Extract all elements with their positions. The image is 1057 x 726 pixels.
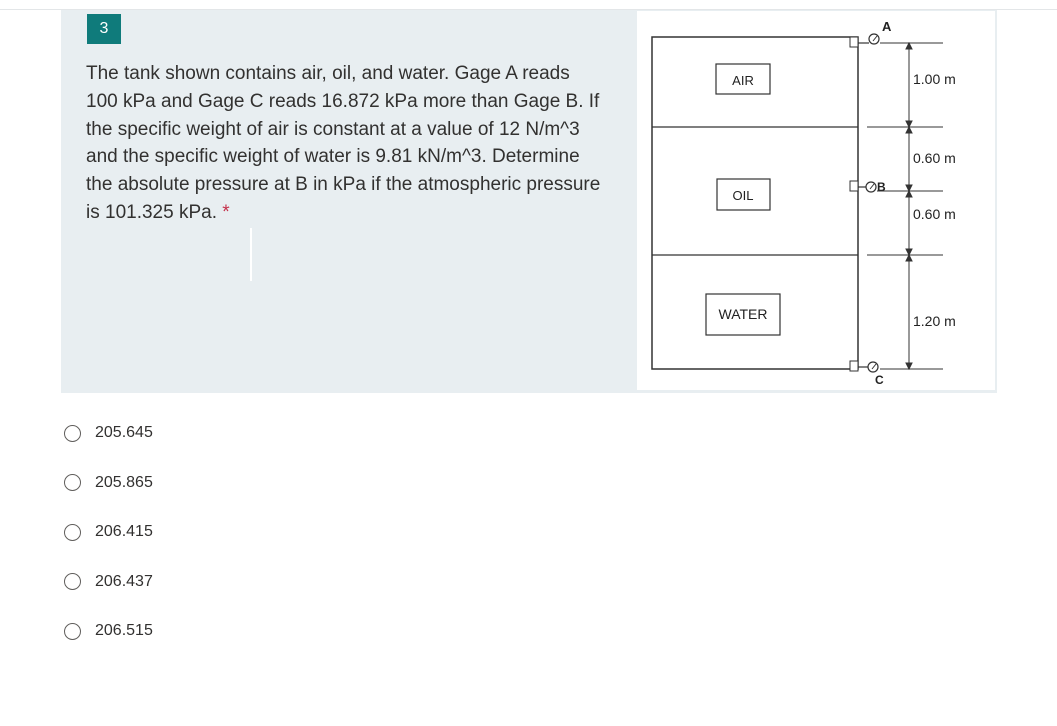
oil-label: OIL bbox=[732, 188, 754, 203]
question-body: The tank shown contains air, oil, and water. Gage A reads 100 kPa and Gage C reads 16.872 kPa more than Gage B. If the specific weight of air is constant at a value of 12 N/m^3 and the specific weight of water is 9.81 kN/m^3. Determine the absolute pressure at B in kPa if the atmospheric pressure is 101.325 kPa. bbox=[86, 63, 601, 223]
gage-a-icon bbox=[850, 34, 879, 47]
option-4-label[interactable]: 206.437 bbox=[95, 572, 153, 590]
option-3[interactable] bbox=[64, 519, 153, 545]
option-2-label[interactable]: 205.865 bbox=[95, 473, 153, 491]
option-1[interactable] bbox=[64, 420, 153, 446]
question-card bbox=[61, 10, 997, 393]
option-3-label[interactable]: 206.415 bbox=[95, 523, 153, 540]
option-5[interactable] bbox=[64, 618, 153, 644]
oil-lower-height-label: 0.60 m bbox=[913, 206, 956, 222]
tank-diagram bbox=[637, 11, 995, 390]
radio-button-3[interactable] bbox=[64, 524, 81, 541]
air-height-label: 1.00 m bbox=[913, 71, 956, 87]
oil-upper-height-label: 0.60 m bbox=[913, 150, 956, 166]
radio-button-2[interactable] bbox=[64, 474, 81, 491]
dimension-lines bbox=[906, 43, 912, 369]
water-height-label: 1.20 m bbox=[913, 313, 956, 329]
option-2[interactable] bbox=[64, 470, 153, 496]
gage-b-label: B bbox=[877, 180, 886, 194]
radio-button-1[interactable] bbox=[64, 425, 81, 442]
answer-options bbox=[64, 420, 153, 668]
air-label: AIR bbox=[732, 73, 754, 88]
option-1-label[interactable]: 205.645 bbox=[95, 424, 153, 441]
question-text bbox=[86, 60, 606, 227]
option-4[interactable] bbox=[64, 569, 153, 595]
gage-a-label: A bbox=[882, 19, 892, 34]
tank-diagram-svg bbox=[637, 11, 995, 390]
gage-c-icon bbox=[850, 361, 878, 372]
gage-c-label: C bbox=[875, 373, 884, 387]
text-caret bbox=[250, 228, 252, 281]
gage-b-icon bbox=[850, 181, 876, 192]
radio-button-4[interactable] bbox=[64, 573, 81, 590]
question-number-badge: 3 bbox=[87, 14, 121, 44]
required-asterisk: * bbox=[222, 201, 230, 223]
water-label: WATER bbox=[718, 306, 768, 322]
radio-button-5[interactable] bbox=[64, 623, 81, 640]
option-5-label[interactable]: 206.515 bbox=[95, 622, 153, 639]
